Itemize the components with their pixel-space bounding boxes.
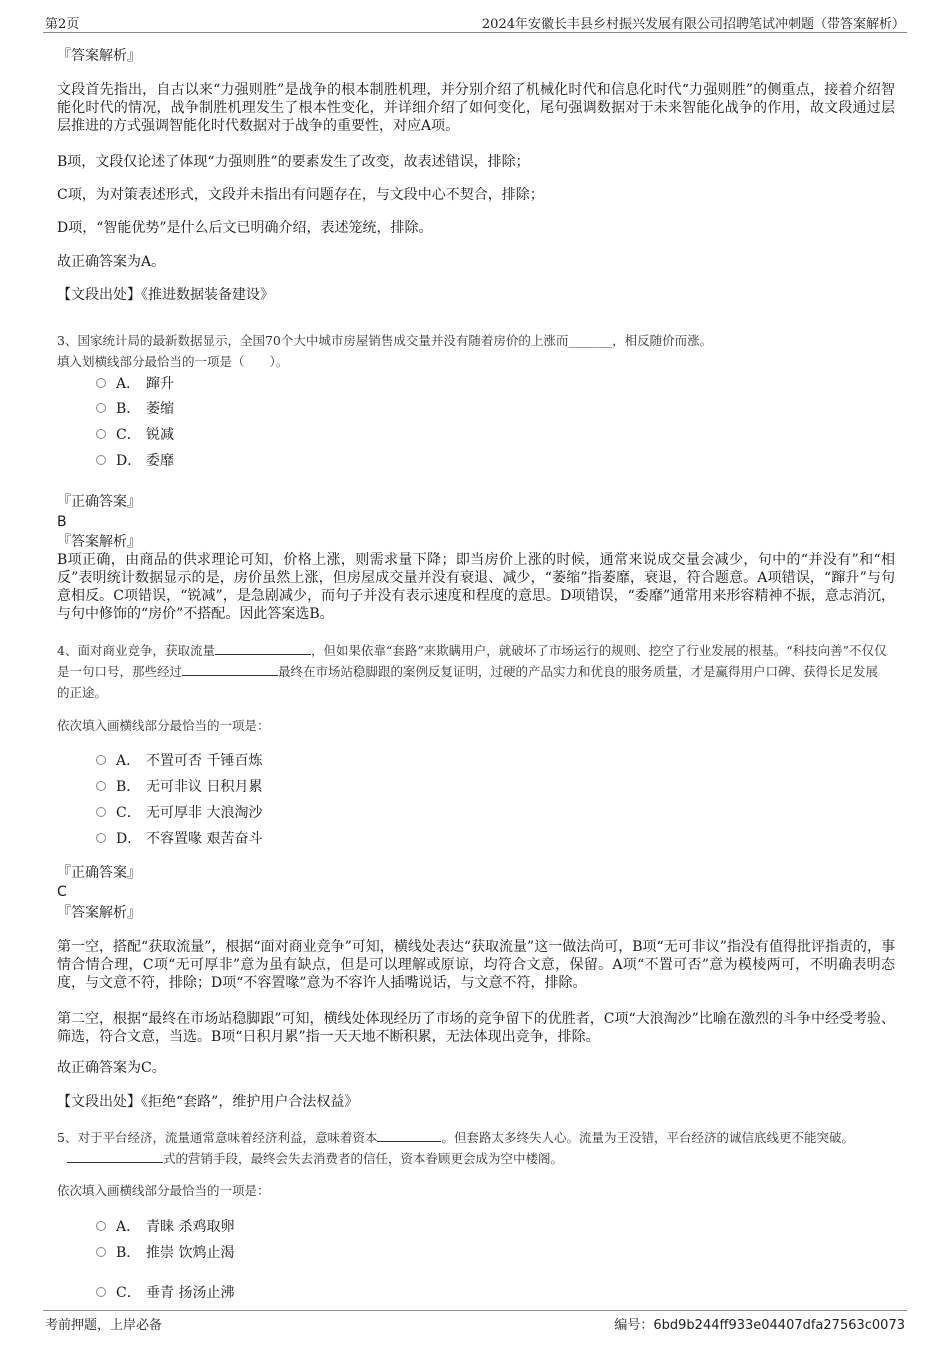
q3-answer-label: 『正确答案』 [57, 494, 141, 510]
radio-icon[interactable] [96, 1287, 106, 1297]
q4-option-a[interactable] [96, 752, 262, 770]
option-text: 蹿升 [146, 376, 174, 392]
q4-answer-label: 『正确答案』 [57, 865, 141, 881]
option-text: 萎缩 [146, 401, 174, 417]
q3-analysis-label: 『答案解析』 [57, 534, 141, 550]
prev-option-c-note: C项，为对策表述形式，文段并未指出有问题存在，与文段中心不契合，排除； [57, 187, 544, 203]
q4-analysis-p2: 第二空，根据“最终在市场站稳脚跟”可知，横线处体现经历了市场的竞争留下的优胜者，C项“大浪淘沙”比喻在激烈的斗争中经受考验、筛选，符合文意，当选。B项“日积月累”指一天天地不断积累，无法体现出竞争，排除。 [57, 1011, 895, 1045]
q3-option-b[interactable] [96, 400, 174, 418]
option-letter: C． [116, 427, 141, 443]
q3-option-a[interactable] [96, 375, 174, 393]
option-text: 不置可否 千锤百炼 [146, 753, 263, 769]
option-letter: A． [116, 1219, 141, 1235]
q3-option-c[interactable] [96, 426, 174, 444]
q5-stem-part1: 5、对于平台经济，流量通常意味着经济利益，意味着资本 [57, 1130, 378, 1145]
option-text: 不容置喙 艰苦奋斗 [146, 831, 263, 847]
option-letter: D． [116, 831, 142, 847]
radio-icon[interactable] [96, 403, 106, 413]
q4-prompt: 依次填入画横线部分最恰当的一项是： [57, 718, 270, 733]
radio-icon[interactable] [96, 1221, 106, 1231]
q3-stem-line1: 3、国家统计局的最新数据显示，全国70个大中城市房屋销售成交量并没有随着房价的上涨而_______，相反随价而涨。 [57, 333, 713, 348]
q4-conclusion: 故正确答案为C。 [57, 1060, 166, 1076]
q5-stem-part3: 式的营销手段，最终会失去消费者的信任，资本眷顾更会成为空中楼阁。 [163, 1151, 564, 1166]
document-title: 2024年安徽长丰县乡村振兴发展有限公司招聘笔试冲刺题（带答案解析） [481, 17, 905, 32]
code-value: 6bd9b244ff933e04407dfa27563c0073 [653, 1318, 905, 1333]
header-divider [43, 32, 907, 33]
option-text: 青睐 杀鸡取卵 [146, 1219, 235, 1235]
radio-icon[interactable] [96, 807, 106, 817]
q5-option-b[interactable] [96, 1244, 234, 1262]
option-text: 垂青 扬汤止沸 [146, 1285, 235, 1301]
footer-slogan: 考前押题，上岸必备 [45, 1318, 163, 1333]
q4-source: 【文段出处】《拒绝“套路”，维护用户合法权益》 [57, 1094, 359, 1110]
radio-icon[interactable] [96, 755, 106, 765]
q5-option-c[interactable] [96, 1284, 234, 1302]
q4-analysis-p1: 第一空，搭配“获取流量”，根据“面对商业竞争”可知，横线处表达“获取流量”这一做法尚可，B项“无可非议”指没有值得批评指责的，事情合情合理，C项“无可厚非”意为虽有缺点，但是可以理解或原谅，均符合文意，保留。A项“不置可否”意为模棱两可，不明确表明态度，与文意不符，排除；D项“不容置喙”意为不容许人插嘴说话，与文意不符，排除。 [57, 939, 895, 991]
q3-stem-line2: 填入划横线部分最恰当的一项是（ ）。 [57, 354, 289, 369]
radio-icon[interactable] [96, 455, 106, 465]
radio-icon[interactable] [96, 1247, 106, 1257]
prev-analysis-paragraph: 文段首先指出，自古以来“力强则胜”是战争的根本制胜机理，并分别介绍了机械化时代和信息化时代“力强则胜”的侧重点，接着介绍智能化时代的情况，战争制胜机理发生了根本性变化，并详细介绍了如何变化，尾句强调数据对于未来智能化战争的作用，故文段通过层层推进的方式强调智能化时代数据对于战争的重要性，对应A项。 [57, 82, 895, 134]
radio-icon[interactable] [96, 833, 106, 843]
option-letter: A． [116, 753, 141, 769]
option-letter: B． [116, 401, 141, 417]
page-number: 第2页 [45, 17, 80, 32]
prev-source: 【文段出处】《推进数据装备建设》 [57, 287, 274, 303]
q5-stem [57, 1127, 887, 1169]
q4-answer: C [57, 884, 67, 900]
q4-analysis-label: 『答案解析』 [57, 905, 141, 921]
radio-icon[interactable] [96, 378, 106, 388]
document-code [614, 1314, 905, 1333]
q4-option-b[interactable] [96, 778, 262, 796]
q5-stem-part2: 。但套路太多终失人心。流量为王没错，平台经济的诚信底线更不能突破。 [441, 1130, 854, 1145]
prev-option-b-note: B项，文段仅论述了体现“力强则胜”的要素发生了改变，故表述错误，排除； [57, 154, 530, 170]
q3-analysis: B项正确，由商品的供求理论可知，价格上涨，则需求量下降；即当房价上涨的时候，通常来说成交量会减少，句中的“并没有”和“相反”表明统计数据显示的是，房价虽然上涨，但房屋成交量并没有衰退、减少，“萎缩”指萎靡，衰退，符合题意。A项错误，“蹿升”与句意相反。C项错误，“锐减”，是急剧减少，而句子并没有表示速度和程度的意思。D项错误，“委靡”通常用来形容精神不振，意志消沉，与句中修饰的“房价”不搭配。因此答案选B。 [57, 552, 895, 622]
q4-stem-part3: 最终在市场站稳脚跟的案例反复证明，过硬的产品实力和优良的服务质量，才是赢得用户口碑、获得长足发展的正途。 [57, 664, 879, 700]
radio-icon[interactable] [96, 781, 106, 791]
option-letter: A． [116, 376, 141, 392]
option-text: 无可非议 日积月累 [146, 779, 263, 795]
q5-blank-1 [377, 1128, 441, 1142]
q5-option-a[interactable] [96, 1218, 234, 1236]
q4-stem-part1: 4、面对商业竞争，获取流量 [57, 643, 215, 658]
q5-blank-2 [67, 1149, 163, 1163]
option-text: 委靡 [146, 453, 174, 469]
q3-stem [57, 330, 887, 372]
q5-prompt: 依次填入画横线部分最恰当的一项是： [57, 1183, 270, 1198]
q4-blank-2 [182, 662, 278, 676]
option-letter: B． [116, 779, 141, 795]
code-label: 编号： [614, 1318, 654, 1333]
q4-option-d[interactable] [96, 830, 262, 848]
q4-blank-1 [215, 641, 311, 655]
option-text: 锐减 [146, 427, 174, 443]
radio-icon[interactable] [96, 429, 106, 439]
q3-answer: B [57, 514, 67, 530]
option-text: 推崇 饮鸩止渴 [146, 1245, 235, 1261]
option-letter: C． [116, 1285, 141, 1301]
prev-analysis-label: 『答案解析』 [57, 48, 141, 64]
option-letter: B． [116, 1245, 141, 1261]
q4-stem-part2: ，但如果依靠“套路”来欺瞒用户，就破坏了市场运行的规则、挖空了行业发展的根基。“科技向善”不仅仅是一句口号，那些经过 [57, 643, 887, 679]
option-text: 无可厚非 大浪淘沙 [146, 805, 263, 821]
footer-divider [43, 1310, 907, 1311]
option-letter: D． [116, 453, 142, 469]
prev-conclusion: 故正确答案为A。 [57, 254, 166, 270]
q4-option-c[interactable] [96, 804, 262, 822]
option-letter: C． [116, 805, 141, 821]
prev-option-d-note: D项，“智能优势”是什么后文已明确介绍，表述笼统，排除。 [57, 220, 433, 236]
q3-option-d[interactable] [96, 452, 174, 470]
q4-stem [57, 640, 887, 703]
